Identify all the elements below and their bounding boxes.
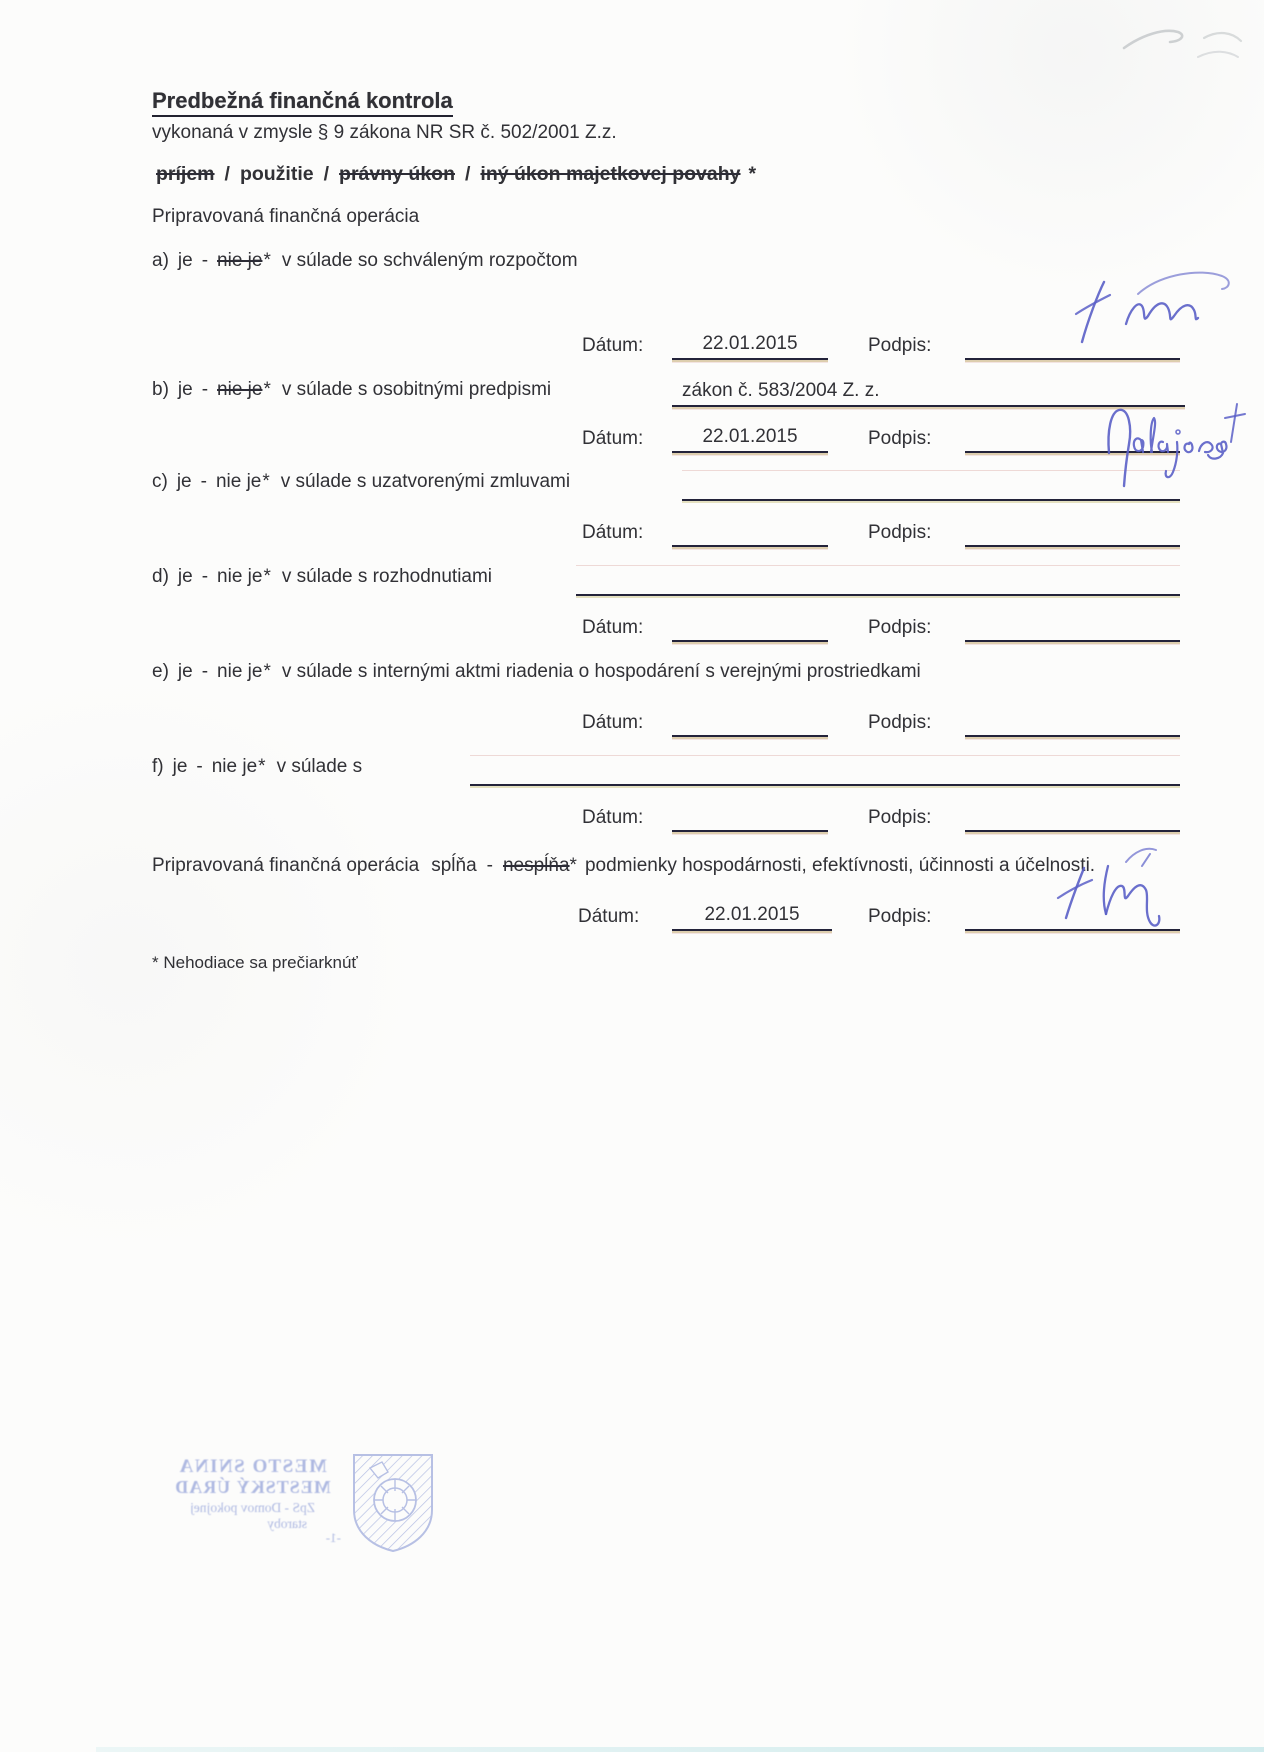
summary-star: * [569,855,577,876]
podpis-field [965,804,1180,832]
signature-row-d [0,614,1264,644]
summary-lead: Pripravovaná finančná operácia [152,855,420,876]
datum-label: Dátum: [582,522,644,543]
clause-star: * [263,566,271,587]
clause-text: v súlade s uzatvorenými zmluvami [280,471,571,492]
datum-field [672,614,828,642]
clause-nieje: nie je [211,756,258,777]
signature-row-e [0,709,1264,739]
clause-star: * [258,756,266,777]
clause-e [152,661,921,683]
clause-je: je [177,566,193,587]
clause-text: v súlade so schváleným rozpočtom [281,250,578,271]
podpis-field [965,903,1180,931]
clause-b [152,379,551,401]
signature-row-c [0,519,1264,549]
footnote: * Nehodiace sa prečiarknúť [152,953,358,972]
signature-row-a [0,332,1264,362]
datum-field [672,519,828,547]
stamp-line-number: -1- [325,1529,341,1545]
operation-type-options [152,163,760,186]
clause-star: * [263,379,271,400]
podpis-label: Podpis: [868,335,932,356]
podpis-label: Podpis: [868,906,932,927]
datum-label: Dátum: [582,428,644,449]
clause-dash: - [201,379,209,400]
option-separator: / [323,163,330,185]
datum-field [672,709,828,737]
clause-nieje: nie je [217,379,263,400]
datum-field: 22.01.2015 [672,425,828,453]
signature-row-final [0,903,1264,933]
clause-a [152,250,578,272]
option-prijem: príjem [156,163,215,185]
signature-row-b [0,425,1264,455]
clause-letter: e) [152,661,169,682]
podpis-label: Podpis: [868,807,932,828]
clause-je: je [176,471,192,492]
clause-nieje: nie je [217,661,263,682]
podpis-label: Podpis: [868,428,932,449]
page-subtitle: vykonaná v zmysle § 9 zákona NR SR č. 502/2001 Z.z. [152,122,617,143]
scan-edge-artifact [96,1747,1264,1752]
option-pouzitie: použitie [239,163,314,185]
option-pravny-ukon: právny úkon [339,163,455,185]
podpis-label: Podpis: [868,617,932,638]
clause-je: je [172,756,188,777]
summary-line [152,855,1095,877]
podpis-field [965,614,1180,642]
datum-label: Dátum: [578,906,640,927]
clause-text: v súlade s osobitnými predpismi [281,379,552,400]
datum-label: Dátum: [582,617,644,638]
clause-text: v súlade s [276,756,363,777]
clause-dash: - [201,250,209,271]
stamp-text-mirrored [160,1456,345,1545]
clause-letter: f) [152,756,164,777]
clause-letter: d) [152,566,169,587]
clause-star: * [263,250,271,271]
clause-f-blank-line [470,756,1180,786]
podpis-field [965,425,1180,453]
clause-dash: - [196,756,203,777]
signature-row-f [0,804,1264,834]
datum-field [672,804,828,832]
option-iny-ukon: iný úkon majetkovej povahy [480,163,741,185]
clause-text: v súlade s internými aktmi riadenia o hospodárení s verejnými prostriedkami [281,661,921,682]
clause-nieje: nie je [217,250,263,271]
clause-letter: a) [152,250,169,271]
clause-dash: - [201,566,209,587]
clause-f [152,756,362,778]
clause-d-blank-line [576,566,1180,596]
datum-field: 22.01.2015 [672,903,832,931]
podpis-label: Podpis: [868,712,932,733]
option-separator: / [465,163,471,185]
pencil-smudge-marks [1120,8,1250,68]
clause-text: v súlade s rozhodnutiami [281,566,493,587]
podpis-field [965,332,1180,360]
clause-nieje: nie je [217,566,263,587]
datum-field: 22.01.2015 [672,332,828,360]
option-separator: / [224,163,230,185]
podpis-field [965,709,1180,737]
clause-letter: c) [152,471,168,492]
stamp-line-staroby: staroby [267,1515,307,1531]
summary-dash: - [486,855,493,876]
stamp-line-zps: ZpS - Domov pokojnej [190,1500,315,1516]
clause-dash: - [201,661,209,682]
podpis-field [965,519,1180,547]
clause-je: je [177,379,193,400]
page-title: Predbežná finančná kontrola [152,88,453,117]
clause-b-law-note: zákon č. 583/2004 Z. z. [672,379,1185,407]
podpis-label: Podpis: [868,522,932,543]
stamp-line-mesto-snina: MESTO SNINA [178,1456,327,1477]
clause-d [152,566,492,588]
clause-nieje: nie je [215,471,262,492]
clause-je: je [177,250,193,271]
option-asterisk: * [748,163,757,185]
intro-line: Pripravovaná finančná operácia [152,206,420,227]
datum-label: Dátum: [582,335,644,356]
clause-letter: b) [152,379,169,400]
clause-je: je [177,661,193,682]
clause-star: * [263,661,271,682]
datum-label: Dátum: [582,807,644,828]
stamp-line-mestsky-urad: MESTSKÝ ÚRAD [174,1477,331,1498]
clause-c-blank-line [682,471,1180,501]
summary-splna: spĺňa [431,855,477,876]
clause-dash: - [200,471,207,492]
summary-rest: podmienky hospodárnosti, efektívnosti, účinnosti a účelnosti. [584,855,1096,876]
stamp-shield-emblem [348,1450,438,1556]
datum-label: Dátum: [582,712,644,733]
summary-nesplna: nespĺňa [502,855,570,876]
clause-c [152,471,570,493]
clause-star: * [262,471,270,492]
